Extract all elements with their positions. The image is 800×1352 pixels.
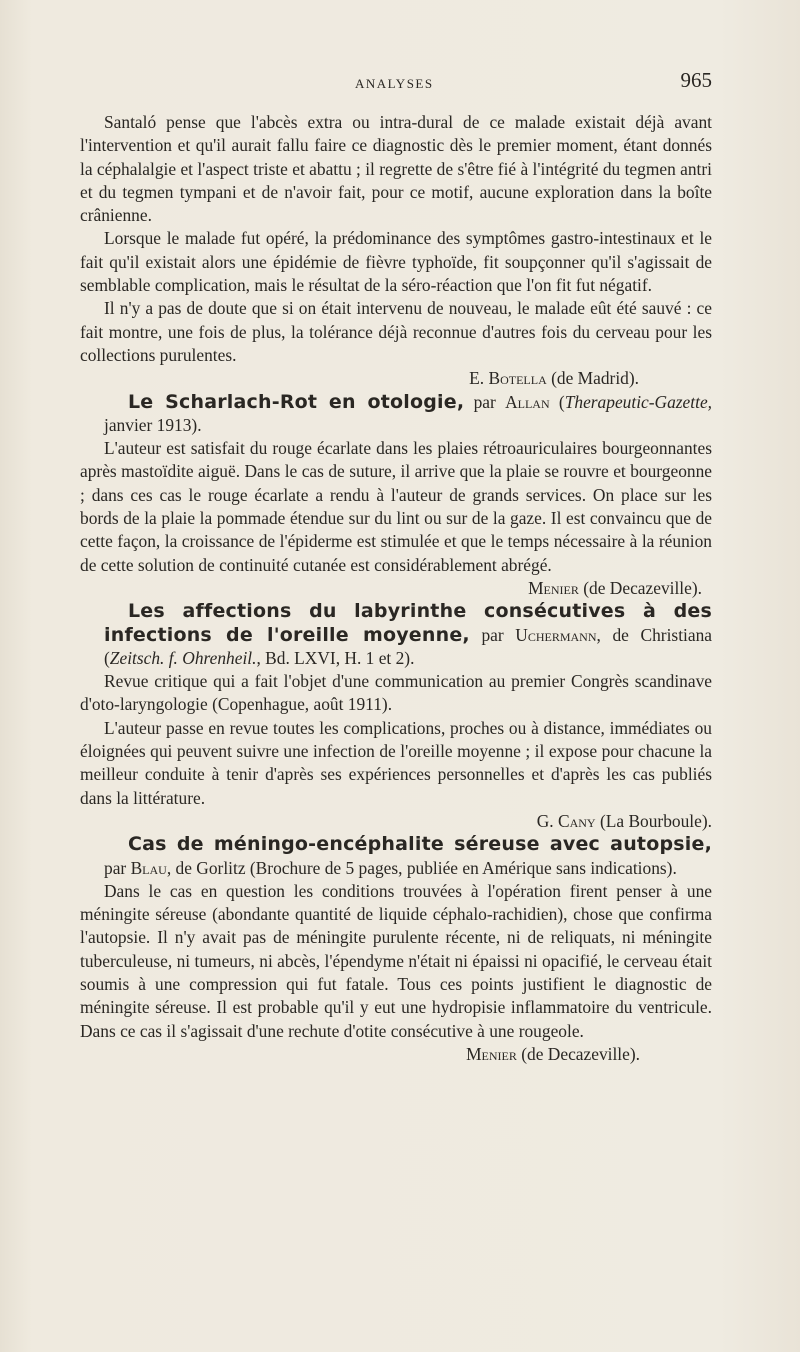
article-heading: Le Scharlach-Rot en otologie, par Allan (Therapeutic-Gazette, janvier 1913). bbox=[104, 390, 713, 435]
signature: Menier (de Decazeville). bbox=[528, 577, 702, 598]
page-header bbox=[80, 66, 712, 96]
article-heading: Cas de méningo-encéphalite séreuse avec autopsie, par Blau, de Gorlitz (Brochure de 5 pages, publiée en Amérique sans indications). bbox=[104, 833, 712, 878]
paragraph: Lorsque le malade fut opéré, la prédominance des symptômes gastro-intestinaux et le fait qu'il existait alors une épidémie de fièvre typhoïde, fit soupçonner qu'il s'agissait de semblable complication, mais le résultat de la séro-réaction que l'on fit fut négatif. bbox=[80, 228, 712, 296]
author-name: Allan bbox=[505, 391, 550, 412]
journal-name: Zeitsch. f. Ohrenheil. bbox=[109, 647, 257, 668]
author-name: Menier bbox=[466, 1043, 517, 1064]
author-name: Botella bbox=[488, 368, 547, 389]
paragraph: L'auteur est satisfait du rouge écarlate dans les plaies rétroauriculaires bourgeonnantes après mastoïdite aiguë. Dans le cas de suture, il arrive que la plaie se rouvre et bourgeonne ; dans ces cas le rouge écarlate a rendu à l'auteur de grands services. On place sur les bords de la plaie la pommade étendue sur du lint ou sur de la gaze. Il est convaincu que de cette façon, la croissance de l'épiderme est stimulée et que le temps nécessaire à la réunion de cette solution de continuité cutanée est considérablement abrégé. bbox=[80, 438, 712, 575]
page-number: 965 bbox=[680, 68, 712, 92]
article-title: Le Scharlach-Rot en otologie, bbox=[128, 390, 465, 413]
author-name: Menier bbox=[528, 577, 579, 598]
signature: Menier (de Decazeville). bbox=[466, 1043, 640, 1064]
author-name: Blau bbox=[130, 857, 167, 878]
journal-name: Therapeutic-Gazette, bbox=[564, 391, 713, 412]
paragraph: Dans le cas en question les conditions trouvées à l'opération firent penser à une méningite séreuse (abondante quantité de liquide céphalo-rachidien), chose que confirma l'autopsie. Il n'y avait pas de méningite purulente récente, ni de reliquats, ni méningite tuberculeuse, ni tumeurs, ni abcès, l'épendyme n'était ni épaissi ni opacifié, le cerveau était soumis à une compression qui fut fatale. Tous ces points justifient le diagnostic de méningite séreuse. Il est probable qu'il y eut une hydropisie inflammatoire du ventricule. Dans ce cas il s'agissait d'une rechute d'otite consécutive à une rougeole. bbox=[80, 880, 712, 1041]
page-body bbox=[80, 111, 712, 1066]
article-heading: Les affections du labyrinthe consécutives à des infections de l'oreille moyenne, par Uchermann, de Christiana (Zeitsch. f. Ohrenheil., Bd. LXVI, H. 1 et 2). bbox=[104, 600, 712, 668]
paragraph: Santaló pense que l'abcès extra ou intra-dural de ce malade existait déjà avant l'intervention et qu'il aurait fallu faire ce diagnostic dès le premier moment, étant donnés la céphalalgie et l'aspect triste et abattu ; il regrette de s'être fié à l'intégrité du tegmen antri et du tegmen tympani et de n'avoir fait, pour ce motif, aucune exploration dans la boîte crânienne. bbox=[80, 112, 712, 226]
paragraph: Il n'y a pas de doute que si on était intervenu de nouveau, le malade eût été sauvé : ce fait montre, une fois de plus, la tolérance déjà reconnue d'autres fois du cerveau pour les collections purulentes. bbox=[80, 298, 712, 365]
article-title: Les affections du labyrinthe consécutives à des infections de l'oreille moyenne, bbox=[104, 600, 712, 646]
author-name: Cany bbox=[558, 810, 596, 831]
signature: E. Botella (de Madrid). bbox=[469, 368, 639, 389]
paragraph: L'auteur passe en revue toutes les complications, proches ou à distance, immédiates ou éloignées qui peuvent suivre une infection de l'oreille moyenne ; il expose pour chacune la meilleur conduite à tenir d'après ses expériences personnelles et d'après les cas publiés dans la littérature. bbox=[80, 717, 712, 808]
signature: G. Cany (La Bourboule). bbox=[536, 810, 712, 831]
paragraph: Revue critique qui a fait l'objet d'une communication au premier Congrès scandinave d'oto-laryngologie (Copenhague, août 1911). bbox=[80, 671, 712, 715]
author-name: Uchermann bbox=[515, 624, 597, 645]
article-title: Cas de méningo-encéphalite séreuse avec autopsie, bbox=[128, 833, 712, 856]
running-title: ANALYSES bbox=[355, 76, 434, 91]
